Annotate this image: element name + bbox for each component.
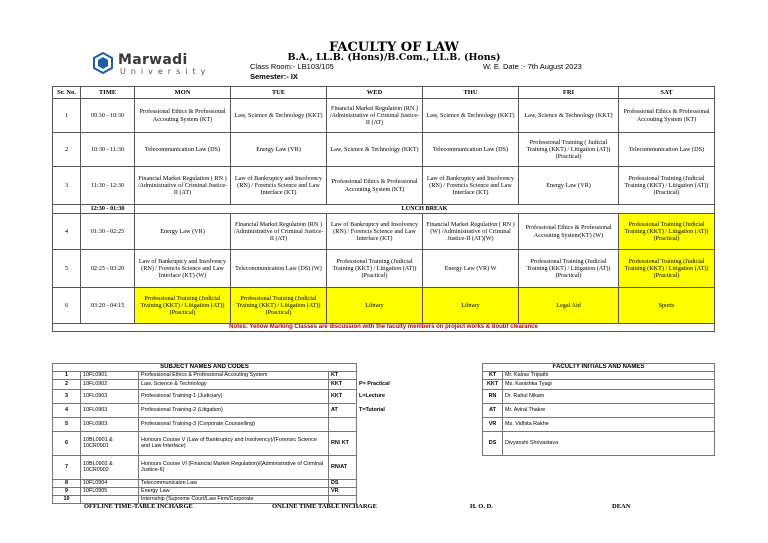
subject-faculty: DS (329, 480, 357, 488)
sr-no: 2 (53, 133, 81, 167)
class-cell: Financial Market Regulation ( RN ) /Administrative of Criminal Justice-II (AT) (135, 167, 231, 205)
subject-faculty (329, 418, 357, 432)
subject-no: 4 (53, 404, 81, 418)
slot-time: 02:25 - 03:20 (81, 250, 135, 288)
subject-faculty: AT (329, 404, 357, 418)
class-cell: Energy Law (VR) (519, 167, 619, 205)
legend-lecture: L=Lecture (359, 392, 385, 399)
subject-row (53, 488, 715, 496)
class-cell-highlighted: Professional Training (Judicial Training (KKT) / Litigation (AT)) (Practical) (135, 288, 231, 324)
subject-faculty: RN/AT (329, 456, 357, 480)
subject-row (53, 372, 715, 380)
class-cell: Telecommunication Law (DS) (135, 133, 231, 167)
slot-time: 01:30 - 02:25 (81, 214, 135, 250)
subject-name: Law, Science & Technology (139, 380, 329, 390)
subject-row (53, 480, 715, 488)
class-cell: Professional Ethics & Professional Accouting System(KT) (W) (519, 214, 619, 250)
faculty-initials: RN (483, 390, 503, 404)
faculty-initials: KT (483, 372, 503, 380)
subject-name: Energy Law (139, 488, 329, 496)
faculty-initials: VR (483, 418, 503, 432)
subject-row (53, 404, 715, 418)
col-header: WED (327, 87, 423, 99)
class-cell: Financial Market Regulation (RN ) /Administrative of Criminal Justice-II (AT) (231, 214, 327, 250)
subject-row (53, 432, 715, 456)
class-cell: Law, Science & Technology (KKT) (519, 99, 619, 133)
class-cell-highlighted: Legal Aid (519, 288, 619, 324)
legend-tutorial: T=Tutorial (359, 406, 385, 413)
faculty-initials: DS (483, 432, 503, 456)
effective-date: W. E. Date :- 7th August 2023 (483, 62, 582, 71)
logo-subtitle: University (120, 67, 211, 76)
class-cell: Professional Ethics & Professional Accouting System (KT) (619, 99, 715, 133)
col-header: SAT (619, 87, 715, 99)
class-cell: Law of Bankruptcy and Insolvency (RN) / Forencis Science and Law Interface (KT) (423, 167, 519, 205)
class-cell: Law, Science & Technology (KKT) (423, 99, 519, 133)
timetable-row (53, 214, 715, 250)
subjects-faculty-table (52, 363, 715, 504)
subject-row (53, 418, 715, 432)
subject-name: Professional Ethics & Professional Accouting System (139, 372, 329, 380)
subject-name: Professional Training-2 (Litigation) (139, 404, 329, 418)
faculty-name: Mr. Kalrav Tripathi (503, 372, 715, 380)
slot-time: 10:30 - 11:30 (81, 133, 135, 167)
class-cell: Professional Training (Judicial Training (KKT) / Litigation (AT)) (Practical) (519, 250, 619, 288)
slot-time: 03:20 - 04:15 (81, 288, 135, 324)
class-cell-highlighted: Library (423, 288, 519, 324)
col-header: FRI (519, 87, 619, 99)
subject-code: 10FL0904 (81, 480, 139, 488)
timetable (52, 86, 715, 332)
subject-code: 10BL0902 & 10CR0902 (81, 456, 139, 480)
class-cell: Law, Science & Technology (KKT) (231, 99, 327, 133)
subject-code: 10BL0901 & 10CR0901 (81, 432, 139, 456)
note-row (53, 324, 715, 332)
timetable-row (53, 288, 715, 324)
subject-name: Telecommunicaion Law (139, 480, 329, 488)
col-header: MON (135, 87, 231, 99)
class-cell: Professional Ethics & Professional Accouting System (KT) (327, 167, 423, 205)
lunch-time: 12:30 - 01:30 (81, 205, 135, 214)
faculty-name: Ms. Kanishka Tyagi (503, 380, 715, 390)
subject-no: 2 (53, 380, 81, 390)
subject-no: 6 (53, 432, 81, 456)
page-title: FACULTY OF LAW (328, 40, 460, 55)
class-cell-highlighted: Professional Training (Judicial Training (KKT) / Litigation (AT)) (Practical) (619, 250, 715, 288)
subject-code: 10FL0903 (81, 390, 139, 404)
programme-title: B.A., LL.B. (Hons)/B.Com., LL.B. (Hons) (287, 52, 501, 63)
col-header: TUE (231, 87, 327, 99)
sr-no: 1 (53, 99, 81, 133)
timetable-row (53, 99, 715, 133)
subject-faculty: KKT (329, 380, 357, 390)
subject-faculty: KT (329, 372, 357, 380)
class-cell: Financial Market Regulation ( RN ) (W) /Administrative of Criminal Justice-II (AT)(W) (423, 214, 519, 250)
subject-name: Internship (Supreme Court/Law Firm/Corporate (139, 496, 329, 504)
subject-name: Professional Training-1 (Judiciary) (139, 390, 329, 404)
subject-name: Professional Training-3 (Corporate Counselling) (139, 418, 329, 432)
timetable-header-row (53, 87, 715, 99)
subject-no: 10 (53, 496, 81, 504)
notes-text: Notes: Yellow Marking Classes are discussion with the faculty members on project works & doubt clearance (53, 324, 715, 332)
subject-no: 7 (53, 456, 81, 480)
subject-faculty: KKT (329, 390, 357, 404)
subject-code: 10FL0901 (81, 372, 139, 380)
timetable-row (53, 250, 715, 288)
faculty-initials: KKT (483, 380, 503, 390)
class-cell: Professional Training (Judicial Training (KKT) / Litigation (AT)) (Practical) (619, 167, 715, 205)
subject-no: 1 (53, 372, 81, 380)
subject-no: 9 (53, 488, 81, 496)
subject-code: 10FL0905 (81, 488, 139, 496)
lunch-row (53, 205, 715, 214)
class-cell: Law of Bankruptcy and Insolvency (RN) / Forencis Science and Law Interface (KT) (231, 167, 327, 205)
class-cell: Law of Bankruptcy and Insolvency (RN) / Forencis Science and Law Interface (KT) (327, 214, 423, 250)
class-cell: Professional Training (Judicial Training (KKT) / Litigation (AT)) (Practical) (327, 250, 423, 288)
sr-no: 5 (53, 250, 81, 288)
class-cell: Energy Law (VR) (135, 214, 231, 250)
section-header-row (53, 364, 715, 372)
slot-time: 09.30 - 10:30 (81, 99, 135, 133)
logo-name: Marwadi (118, 52, 188, 68)
class-cell: Telecommunication Law (DS) (W) (231, 250, 327, 288)
class-cell-highlighted: Professional Training (Judicial Training (KKT) / Litigation (AT)) (Practical) (231, 288, 327, 324)
class-cell: Law, Science & Technology (KKT) (327, 133, 423, 167)
subject-row (53, 390, 715, 404)
subject-no: 3 (53, 390, 81, 404)
faculty-initials: AT (483, 404, 503, 418)
offline-incharge-label: OFFLINE TIME-TABLE INCHARGE (84, 503, 193, 510)
class-cell: Energy Law (VR) (231, 133, 327, 167)
subject-row (53, 456, 715, 480)
faculty-heading: FACULTY INITIALS AND NAMES (483, 364, 715, 372)
class-cell: Telecommunication Law (DS) (619, 133, 715, 167)
sr-no: 3 (53, 167, 81, 205)
subjects-heading: SUBJECT NAMES AND CODES (53, 364, 357, 372)
class-cell: Financial Market Regulation (RN ) /Administrative of Criminal Justice-II (AT) (327, 99, 423, 133)
dean-label: DEAN (612, 503, 631, 510)
timetable-row (53, 133, 715, 167)
subject-no: 8 (53, 480, 81, 488)
class-cell-highlighted: Sports (619, 288, 715, 324)
subject-faculty: RN/ KT (329, 432, 357, 456)
subject-code: 10FL0902 (81, 380, 139, 390)
hod-label: H. O. D. (470, 503, 493, 510)
subject-name: Honours Course V (Law of Bankruptcy and Insolvency)/(Forensic Science and Law Interface) (139, 432, 329, 456)
class-cell: Professional Ethics & Professional Accouting System (KT) (135, 99, 231, 133)
sr-no: 6 (53, 288, 81, 324)
classroom-label: Class Room:- LB103/105 (250, 62, 334, 71)
faculty-name: Ms. Vidhita Rakhe (503, 418, 715, 432)
faculty-name: Dr. Rahul Nikam (503, 390, 715, 404)
class-cell-highlighted: Library (327, 288, 423, 324)
subject-faculty: VR (329, 488, 357, 496)
subject-no: 5 (53, 418, 81, 432)
class-cell: Telecommunication Law (DS) (423, 133, 519, 167)
subject-code: 10FL0903 (81, 418, 139, 432)
sr-no: 4 (53, 214, 81, 250)
class-cell: Law of Bankruptcy and Insolvency (RN) / Forencis Science and Law Interface (KT) (W) (135, 250, 231, 288)
class-cell-highlighted: Professional Training (Judicial Training (KKT) / Litigation (AT)) (Practical) (619, 214, 715, 250)
faculty-name: Divyanshi Shrivastava (503, 432, 715, 456)
online-incharge-label: ONLINE TIME TABLE INCHARGE (272, 503, 377, 510)
subject-row (53, 380, 715, 390)
lunch-break-label: LUNCH BREAK (135, 205, 715, 214)
class-cell: Professional Training ( Judicial Training (KKT) / Litigation (AT)) (Practical) (519, 133, 619, 167)
slot-time: 11:30 - 12:30 (81, 167, 135, 205)
timetable-row (53, 167, 715, 205)
class-cell: Energy Law (VR) W (423, 250, 519, 288)
semester-label: Semester:- IX (250, 72, 298, 81)
col-header: TIME (81, 87, 135, 99)
faculty-name: Mr. Aviral Thakre (503, 404, 715, 418)
subject-code: 10FL0903 (81, 404, 139, 418)
legend-practical: P= Practical (359, 380, 390, 387)
subject-name: Honours Course VI (Financial Market Regulation)/(Administrative of Criminal Justice-II) (139, 456, 329, 480)
col-header: THU (423, 87, 519, 99)
col-header: Sr. No. (53, 87, 81, 99)
